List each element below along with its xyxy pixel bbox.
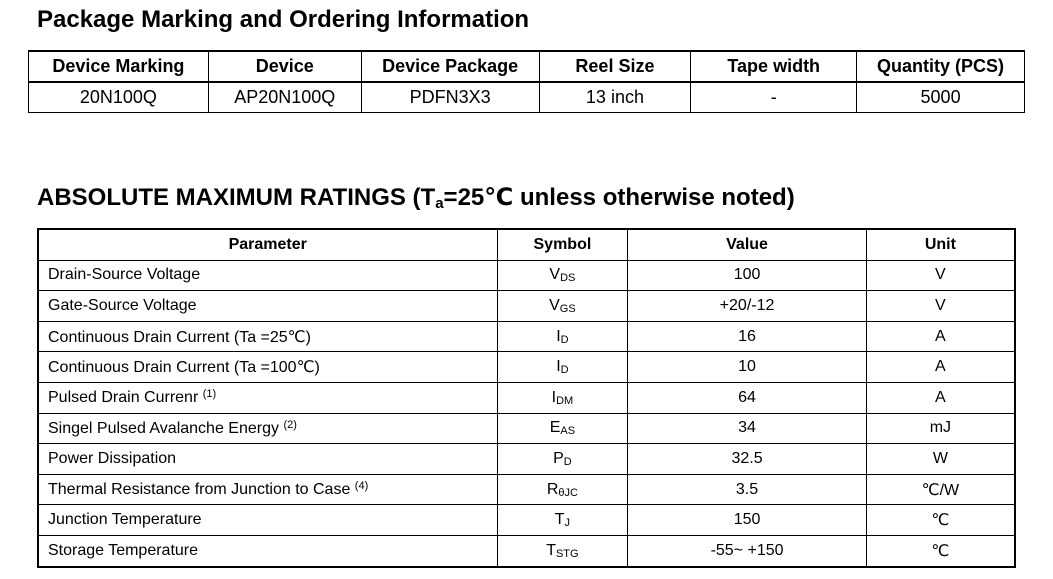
unit-cell: mJ	[866, 413, 1015, 444]
ratings-title-suffix: =25℃ unless otherwise noted)	[443, 184, 795, 211]
ordering-header-cell: Quantity (PCS)	[857, 51, 1025, 82]
ordering-data-row	[29, 82, 1025, 113]
value-cell: +20/-12	[628, 291, 866, 322]
parameter-text: Storage Temperature	[48, 541, 199, 559]
unit-cell: ℃/W	[866, 474, 1015, 505]
ratings-title-sub: a	[435, 195, 444, 212]
ordering-cell: 20N100Q	[29, 82, 209, 113]
symbol-subscript: GS	[559, 302, 576, 315]
symbol-main: T	[546, 541, 556, 559]
parameter-text: Power Dissipation	[48, 449, 177, 467]
symbol-main: P	[553, 449, 564, 467]
unit-cell: V	[866, 291, 1015, 322]
parameter-cell	[38, 474, 497, 505]
unit-cell: ℃	[866, 505, 1015, 536]
ratings-header-cell: Unit	[866, 229, 1015, 260]
parameter-text: Gate-Source Voltage	[48, 296, 197, 314]
parameter-cell	[38, 505, 497, 536]
ratings-header-row	[38, 229, 1015, 260]
ordering-header-cell: Device Marking	[29, 51, 209, 82]
ratings-header-cell: Parameter	[38, 229, 497, 260]
table-row	[38, 413, 1015, 444]
ordering-header-cell: Device Package	[361, 51, 539, 82]
symbol-cell	[497, 535, 628, 566]
parameter-text: Drain-Source Voltage	[48, 266, 201, 284]
symbol-cell	[497, 382, 628, 413]
symbol-subscript: D	[560, 333, 569, 346]
symbol-main: R	[546, 480, 559, 498]
value-cell: 150	[628, 505, 866, 536]
parameter-cell	[38, 352, 497, 383]
symbol-cell	[497, 260, 628, 291]
ordering-cell: 13 inch	[539, 82, 691, 113]
symbol-main: I	[551, 388, 557, 406]
symbol-subscript: DM	[556, 394, 574, 407]
ordering-cell: -	[691, 82, 857, 113]
table-row	[38, 535, 1015, 566]
ratings-header-cell: Value	[628, 229, 866, 260]
table-row	[38, 291, 1015, 322]
symbol-cell	[497, 321, 628, 352]
ratings-table	[37, 228, 1016, 568]
footnote-ref: (2)	[283, 418, 297, 431]
parameter-cell	[38, 382, 497, 413]
parameter-text: Continuous Drain Current (Ta =100℃)	[48, 359, 320, 377]
ordering-cell: 5000	[857, 82, 1025, 113]
symbol-subscript: D	[563, 455, 572, 468]
parameter-cell	[38, 535, 497, 566]
footnote-ref: (1)	[202, 388, 217, 401]
symbol-cell	[497, 474, 628, 505]
parameter-text: Thermal Resistance from Junction to Case	[48, 481, 351, 499]
ordering-header-cell: Device	[208, 51, 361, 82]
symbol-subscript: θJC	[558, 486, 578, 499]
table-row	[38, 474, 1015, 505]
table-row	[38, 352, 1015, 383]
footnote-ref: (4)	[354, 480, 369, 493]
symbol-cell	[497, 444, 628, 475]
symbol-subscript: D	[560, 364, 569, 377]
parameter-cell	[38, 444, 497, 475]
symbol-main: I	[556, 358, 561, 376]
symbol-subscript: DS	[560, 272, 576, 285]
unit-cell: A	[866, 352, 1015, 383]
ordering-cell: PDFN3X3	[361, 82, 539, 113]
ordering-cell: AP20N100Q	[208, 82, 361, 113]
value-cell: 10	[628, 352, 866, 383]
value-cell: -55~ +150	[628, 535, 866, 566]
symbol-subscript: J	[564, 517, 571, 530]
symbol-subscript: AS	[560, 425, 576, 438]
ratings-header-cell: Symbol	[497, 229, 628, 260]
symbol-main: I	[556, 327, 561, 345]
value-cell: 64	[628, 382, 866, 413]
ratings-title	[37, 183, 795, 212]
table-row	[38, 444, 1015, 475]
unit-cell: A	[866, 382, 1015, 413]
symbol-cell	[497, 291, 628, 322]
parameter-text: Pulsed Drain Currenr	[48, 389, 199, 407]
value-cell: 32.5	[628, 444, 866, 475]
symbol-cell	[497, 505, 628, 536]
parameter-cell	[38, 260, 497, 291]
symbol-main: E	[549, 419, 561, 437]
value-cell: 16	[628, 321, 866, 352]
table-row	[38, 260, 1015, 291]
value-cell: 100	[628, 260, 866, 291]
parameter-text: Singel Pulsed Avalanche Energy	[48, 419, 279, 437]
table-row	[38, 505, 1015, 536]
parameter-cell	[38, 413, 497, 444]
parameter-text: Continuous Drain Current (Ta =25℃)	[48, 328, 311, 346]
ordering-table	[28, 50, 1025, 113]
symbol-main: T	[554, 511, 565, 529]
symbol-main: V	[549, 296, 560, 314]
unit-cell: ℃	[866, 535, 1015, 566]
ordering-header-cell: Reel Size	[539, 51, 691, 82]
symbol-main: V	[549, 266, 561, 284]
ordering-title: Package Marking and Ordering Information	[37, 6, 530, 33]
ordering-header-cell: Tape width	[691, 51, 857, 82]
symbol-subscript: STG	[555, 547, 579, 560]
table-row	[38, 382, 1015, 413]
unit-cell: V	[866, 260, 1015, 291]
ordering-header-row	[29, 51, 1025, 82]
ratings-title-prefix: ABSOLUTE MAXIMUM RATINGS (T	[37, 184, 436, 211]
unit-cell: W	[866, 444, 1015, 475]
value-cell: 3.5	[628, 474, 866, 505]
symbol-cell	[497, 413, 628, 444]
table-row	[38, 321, 1015, 352]
value-cell: 34	[628, 413, 866, 444]
parameter-cell	[38, 321, 497, 352]
parameter-text: Junction Temperature	[48, 511, 202, 529]
parameter-cell	[38, 291, 497, 322]
unit-cell: A	[866, 321, 1015, 352]
symbol-cell	[497, 352, 628, 383]
